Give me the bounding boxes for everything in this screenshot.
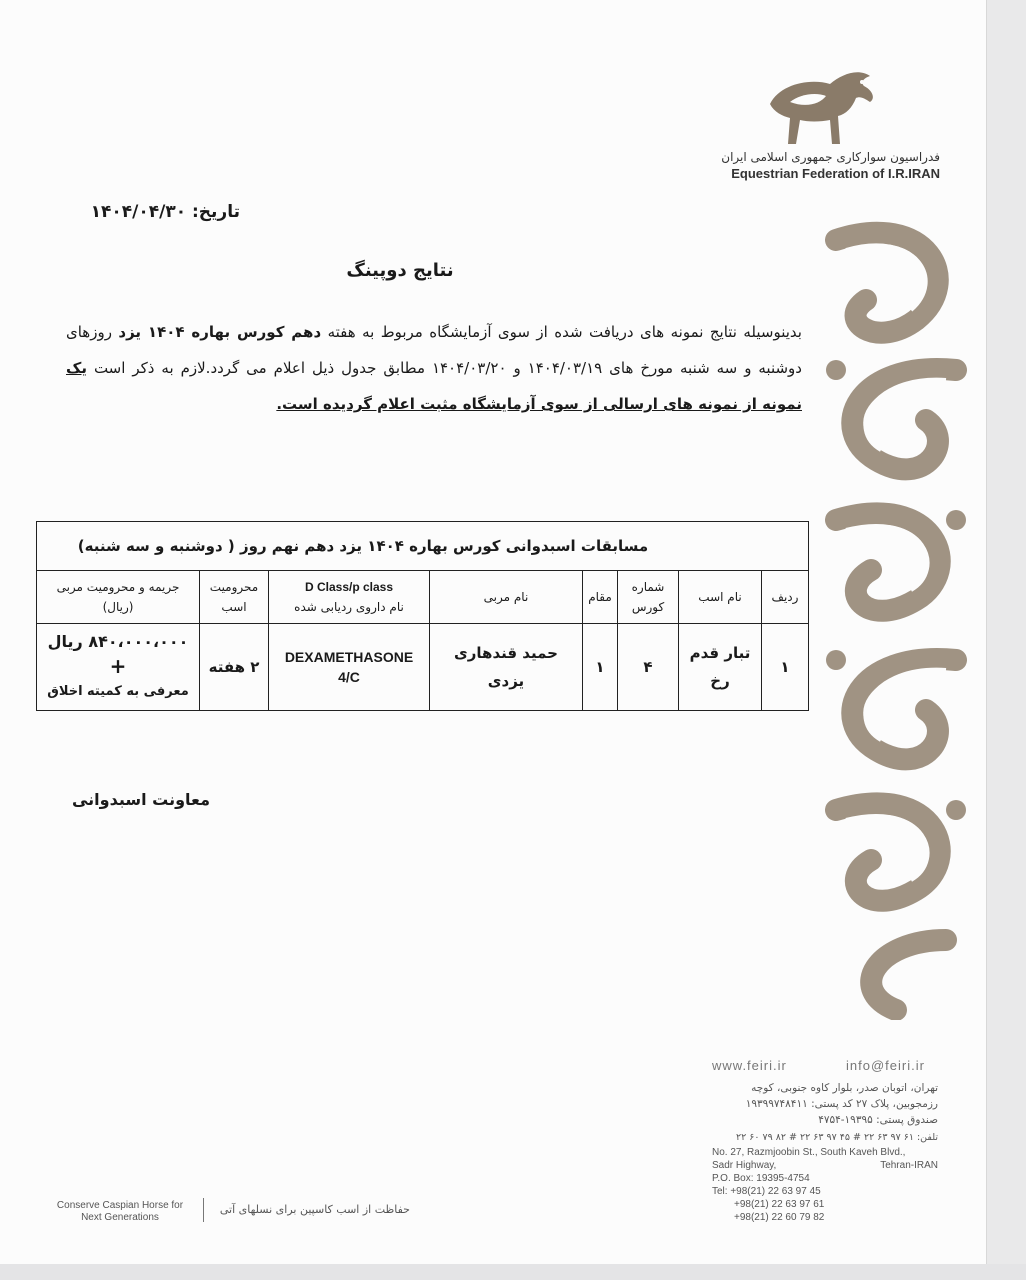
date-label: تاریخ: [192, 202, 240, 222]
footer-tel-1: Tel: +98(21) 22 63 97 45 [712, 1186, 821, 1197]
footer-address-fa-2: رزمجوبین، پلاک ۲۷ کد پستی: ۱۹۳۹۹۷۴۸۴۱۱ [745, 1098, 938, 1110]
header-trainer-fine: جریمه و محرومیت مربی (ریال) [37, 571, 200, 624]
slogan-divider [203, 1198, 204, 1222]
body-part-2: دهم کورس بهاره ۱۴۰۴ یزد [118, 323, 322, 341]
footer-address-fa-1: تهران، اتوبان صدر، بلوار کاوه جنوبی، کوچه [751, 1082, 938, 1094]
table-header-row [37, 571, 809, 624]
header-rank: مقام [583, 571, 618, 624]
letter-title: نتایج دوپینگ [346, 260, 454, 281]
date-value: ۱۴۰۴/۰۴/۳۰ [90, 202, 187, 222]
footer-address-fa-3: صندوق پستی: ۱۹۳۹۵-۴۷۵۴ [818, 1114, 938, 1126]
signature-department: معاونت اسبدوانی [71, 790, 210, 809]
letter-body [66, 314, 802, 422]
cell-trainer: حمید قندهاری یزدی [430, 624, 583, 711]
federation-name-fa: فدراسیون سوارکاری جمهوری اسلامی ایران [721, 150, 940, 164]
cell-rank: ۱ [583, 624, 618, 711]
table-row [37, 624, 809, 711]
footer-tel-3: +98(21) 22 60 79 82 [734, 1212, 825, 1223]
cell-race-number: ۴ [618, 624, 679, 711]
letter-date [60, 202, 240, 222]
footer-pobox: P.O. Box: 19395-4754 [712, 1173, 810, 1184]
cell-row-number: ۱ [762, 624, 809, 711]
conserve-slogan-fa: حفاظت از اسب کاسپین برای نسلهای آتی [219, 1203, 410, 1216]
header-race-number: شماره کورس [618, 571, 679, 624]
footer-tel-2: +98(21) 22 63 97 61 [734, 1199, 825, 1210]
page-bottom-edge [0, 1264, 1026, 1280]
horse-logo-icon [760, 64, 882, 148]
body-part-4: یک نمونه از نمونه های ارسالی از سوی آزمایشگاه مثبت اعلام گردیده است. [66, 359, 802, 413]
header-horse-name: نام اسب [679, 571, 762, 624]
cell-trainer-fine: ۸۴۰،۰۰۰،۰۰۰ ریال + معرفی به کمیته اخلاق [37, 624, 200, 711]
header-trainer: نام مربی [430, 571, 583, 624]
footer-website[interactable]: www.feiri.ir [712, 1058, 787, 1073]
footer-phone-fa: تلفن: ۶۱ ۹۷ ۶۳ ۲۲ # ۴۵ ۹۷ ۶۳ ۲۲ # ۸۲ ۷۹ ۶۰ ۲۲ [736, 1132, 938, 1143]
decorative-ornament-icon [816, 220, 976, 1020]
header-row-number: ردیف [762, 571, 809, 624]
doping-results-table [36, 521, 809, 711]
body-part-1: بدینوسیله نتایج نمونه های دریافت شده از سوی آزمایشگاه مربوط به هفته [321, 323, 802, 341]
cell-horse-name: تبار قدم رخ [679, 624, 762, 711]
body-part-3: روزهای دوشنبه و سه شنبه مورخ های ۱۴۰۴/۰۳/۱۹ و ۱۴۰۴/۰۳/۲۰ مطابق جدول ذیل اعلام می گردد.لازم به ذکر است [66, 323, 802, 377]
cell-horse-ban: ۲ هفته [200, 624, 269, 711]
federation-name-en: Equestrian Federation of I.R.IRAN [731, 166, 940, 181]
table-caption: مسابقات اسبدوانی کورس بهاره ۱۴۰۴ یزد دهم نهم روز ( دوشنبه و سه شنبه) [37, 522, 809, 571]
conserve-slogan-en: Conserve Caspian Horse for Next Generations [56, 1200, 184, 1223]
header-horse-ban: محرومیت اسب [200, 571, 269, 624]
cell-drug: DEXAMETHASONE 4/C [269, 624, 430, 711]
footer-email[interactable]: info@feiri.ir [846, 1058, 925, 1073]
header-drug: D Class/p class نام داروی ردیابی شده [269, 571, 430, 624]
footer-address-en-2: Sadr Highway, Tehran-IRAN [712, 1160, 938, 1171]
footer-address-en-1: No. 27, Razmjoobin St., South Kaveh Blvd., [712, 1147, 906, 1158]
